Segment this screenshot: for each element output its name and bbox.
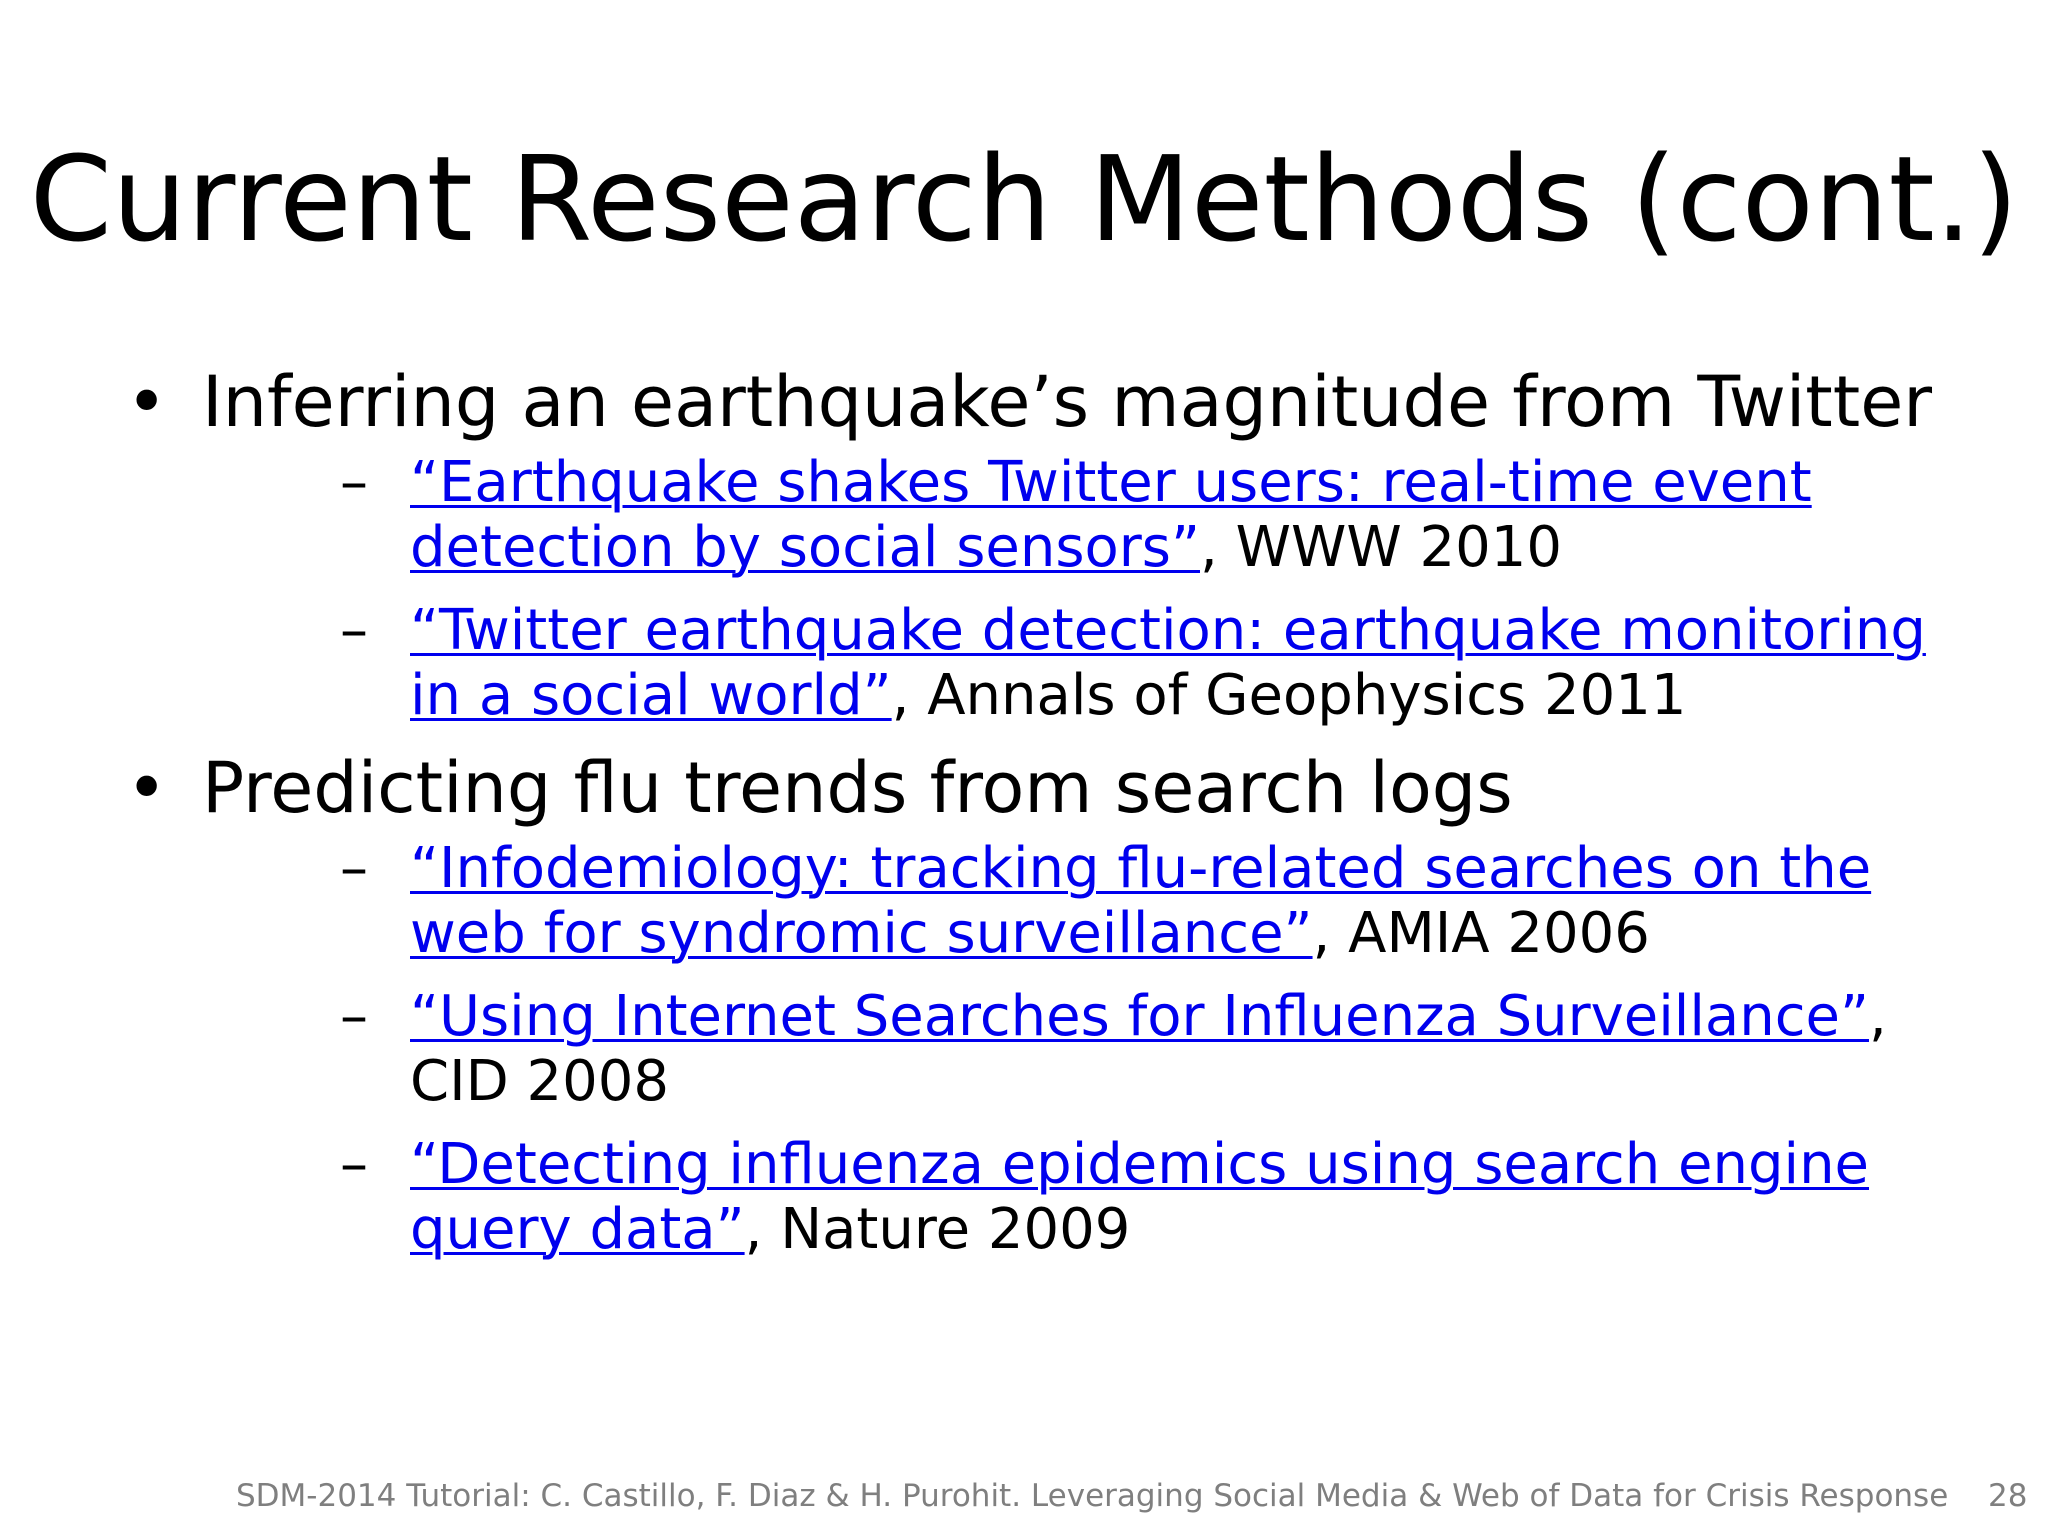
bullet-text: Inferring an earthquake’s magnitude from Twitter: [202, 361, 1933, 443]
reference-venue: , CID 2008: [410, 984, 1887, 1114]
dash-marker: –: [340, 450, 368, 515]
reference-list: [202, 450, 1940, 728]
reference-item: [120, 984, 1940, 1114]
reference-venue: , WWW 2010: [1200, 515, 1563, 580]
reference-item: [120, 1132, 1940, 1262]
footer-credit: SDM-2014 Tutorial: C. Castillo, F. Diaz & H. Purohit. Leveraging Social Media & Web of Data for Crisis Response: [236, 1478, 1949, 1514]
bullet-marker: •: [126, 747, 168, 829]
bullet-marker: •: [126, 361, 168, 443]
dash-marker: –: [340, 598, 368, 663]
dash-marker: –: [340, 984, 368, 1049]
bullet-text: Predicting flu trends from search logs: [202, 747, 1513, 829]
reference-link[interactable]: “Infodemiology: tracking flu-related searches on the web for syndromic surveillance”: [410, 836, 1872, 966]
reference-link[interactable]: “Earthquake shakes Twitter users: real-time event detection by social sensors”: [410, 450, 1812, 580]
reference-item: [120, 598, 1940, 728]
reference-venue: , AMIA 2006: [1312, 901, 1650, 966]
reference-item: [120, 450, 1940, 580]
reference-venue: , Annals of Geophysics 2011: [891, 663, 1687, 728]
reference-venue: , Nature 2009: [744, 1197, 1131, 1262]
slide-number: 28: [1988, 1478, 2028, 1514]
bullet-flu-trends: [120, 746, 1940, 1262]
dash-marker: –: [340, 836, 368, 901]
slide-body: [120, 360, 1940, 1280]
reference-item: [120, 836, 1940, 966]
bullet-earthquake: [120, 360, 1940, 728]
reference-link[interactable]: “Twitter earthquake detection: earthquake monitoring in a social world”: [410, 598, 1926, 728]
reference-link[interactable]: “Detecting influenza epidemics using search engine query data”: [410, 1132, 1870, 1262]
slide-title: Current Research Methods (cont.): [29, 130, 2019, 268]
reference-list: [202, 836, 1940, 1262]
reference-link[interactable]: “Using Internet Searches for Influenza Surveillance”: [410, 984, 1869, 1049]
dash-marker: –: [340, 1132, 368, 1197]
